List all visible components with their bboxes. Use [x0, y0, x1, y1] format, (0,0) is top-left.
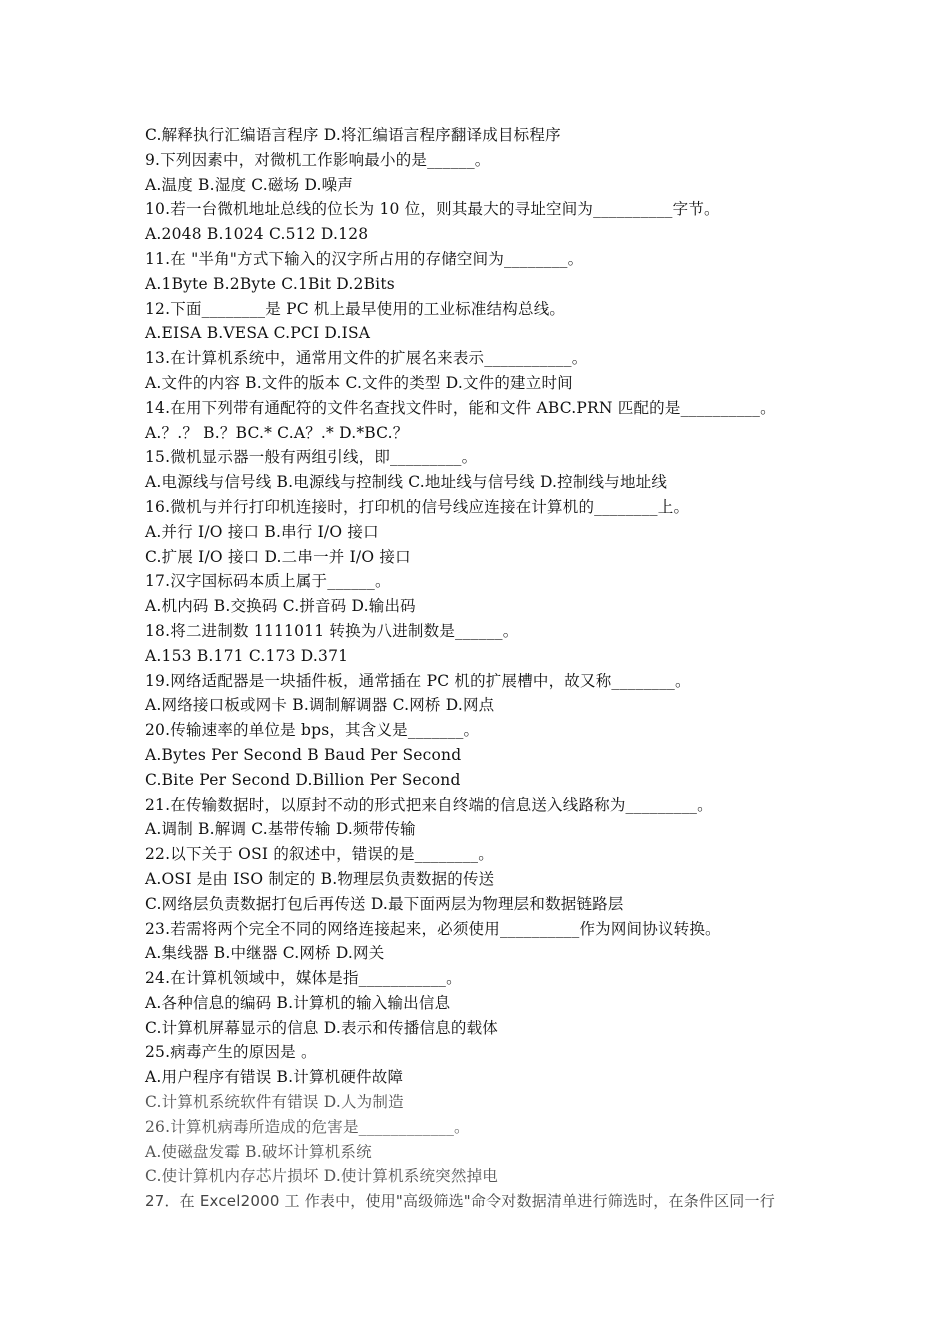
question-12: 12.下面________是 PC 机上最早使用的工业标准结构总线。: [145, 299, 566, 318]
options-23: A.集线器 B.中继器 C.网桥 D.网关: [145, 944, 385, 963]
options-21: A.调制 B.解调 C.基带传输 D.频带传输: [145, 820, 416, 839]
options-10: A.2048 B.1024 C.512 D.128: [145, 225, 369, 244]
options-17: A.机内码 B.交换码 C.拼音码 D.输出码: [145, 597, 416, 616]
options-25-b: C.计算机系统软件有错误 D.人为制造: [145, 1093, 404, 1112]
options-11: A.1Byte B.2Byte C.1Bit D.2Bits: [145, 274, 395, 293]
question-21: 21.在传输数据时，以原封不动的形式把来自终端的信息送入线路称为_________。: [145, 795, 713, 814]
options-14: A.？.？ B.？BC.* C.A？.* D.*BC.？: [145, 423, 409, 442]
question-25: 25.病毒产生的原因是 。: [145, 1043, 317, 1062]
options-15: A.电源线与信号线 B.电源线与控制线 C.地址线与信号线 D.控制线与地址线: [145, 473, 668, 492]
question-27: 27．在 Excel2000 工 作表中，使用"高级筛选"命令对数据清单进行筛选时，在条件区同一行: [145, 1192, 775, 1211]
question-16: 16.微机与并行打印机连接时，打印机的信号线应连接在计算机的________上。: [145, 497, 690, 516]
question-9: 9.下列因素中，对微机工作影响最小的是______。: [145, 150, 491, 169]
question-15: 15.微机显示器一般有两组引线，即_________。: [145, 448, 478, 467]
options-22-a: A.OSI 是由 ISO 制定的 B.物理层负责数据的传送: [145, 869, 495, 888]
options-26-b: C.使计算机内存芯片损坏 D.使计算机系统突然掉电: [145, 1167, 498, 1186]
question-17: 17.汉字国标码本质上属于______。: [145, 572, 391, 591]
question-13: 13.在计算机系统中，通常用文件的扩展名来表示___________。: [145, 349, 588, 368]
options-12: A.EISA B.VESA C.PCI D.ISA: [145, 324, 371, 343]
question-23: 23.若需将两个完全不同的网络连接起来，必须使用__________作为网间协议转换。: [145, 919, 721, 938]
options-26-a: A.使磁盘发霉 B.破坏计算机系统: [145, 1142, 372, 1161]
question-14: 14.在用下列带有通配符的文件名查找文件时，能和文件 ABC.PRN 匹配的是__________。: [145, 398, 776, 417]
options-24-b: C.计算机屏幕显示的信息 D.表示和传播信息的载体: [145, 1018, 498, 1037]
options-16-b: C.扩展 I/O 接口 D.二串一并 I/O 接口: [145, 547, 411, 566]
question-10: 10.若一台微机地址总线的位长为 10 位，则其最大的寻址空间为__________字节。: [145, 200, 720, 219]
options-16-a: A.并行 I/O 接口 B.串行 I/O 接口: [145, 522, 379, 541]
question-26: 26.计算机病毒所造成的危害是____________。: [145, 1117, 470, 1136]
document-page: [145, 123, 845, 1214]
question-19: 19.网络适配器是一块插件板，通常插在 PC 机的扩展槽中，故又称________。: [145, 671, 691, 690]
question-24: 24.在计算机领域中，媒体是指___________。: [145, 969, 462, 988]
question-18: 18.将二进制数 1111011 转换为八进制数是______。: [145, 621, 519, 640]
options-22-b: C.网络层负责数据打包后再传送 D.最下面两层为物理层和数据链路层: [145, 894, 624, 913]
options-9: A.温度 B.湿度 C.磁场 D.噪声: [145, 175, 354, 194]
options-13: A.文件的内容 B.文件的版本 C.文件的类型 D.文件的建立时间: [145, 373, 573, 392]
options-18: A.153 B.171 C.173 D.371: [145, 646, 349, 665]
question-22: 22.以下关于 OSI 的叙述中，错误的是________。: [145, 845, 494, 864]
options-25-a: A.用户程序有错误 B.计算机硬件故障: [145, 1068, 404, 1087]
question-11: 11.在 "半角"方式下输入的汉字所占用的存储空间为________。: [145, 249, 584, 268]
options-19: A.网络接口板或网卡 B.调制解调器 C.网桥 D.网点: [145, 696, 495, 715]
question-20: 20.传输速率的单位是 bps，其含义是_______。: [145, 721, 480, 740]
options-20-b: C.Bite Per Second D.Billion Per Second: [145, 770, 461, 789]
options-24-a: A.各种信息的编码 B.计算机的输入输出信息: [145, 993, 451, 1012]
text-line: C.解释执行汇编语言程序 D.将汇编语言程序翻译成目标程序: [145, 126, 561, 144]
options-20-a: A.Bytes Per Second B Baud Per Second: [145, 745, 462, 764]
